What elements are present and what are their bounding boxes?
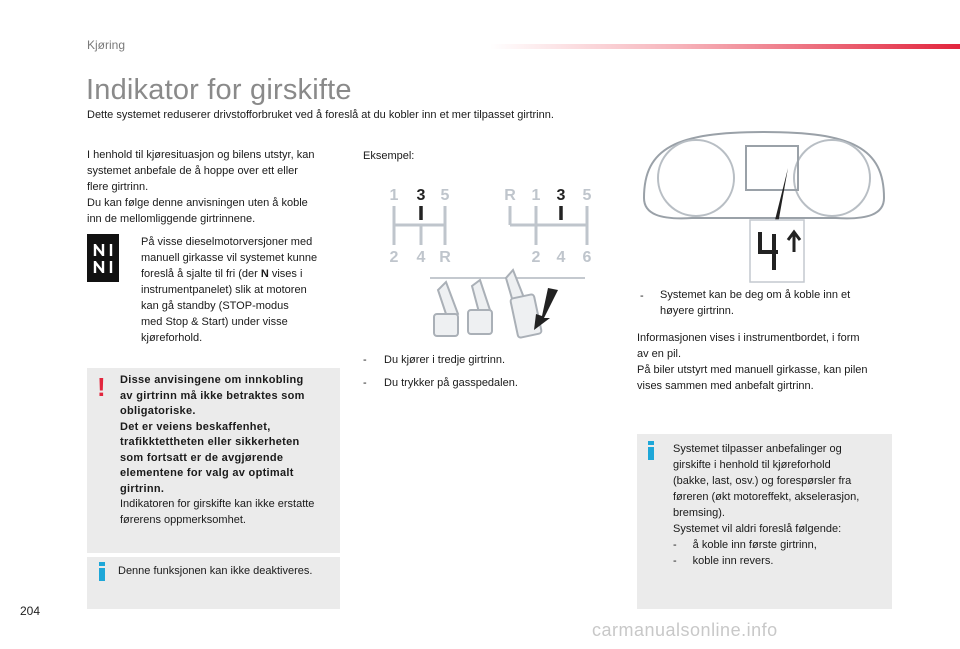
right-paragraph: Informasjonen vises i instrumentbordet, i form av en pil. På biler utstyrt med manuell girkasse, kan pilen vises sammen med anbefalt girtrinn. [637,332,868,392]
warning-text: Disse anvisingene om innkobling av girtrinn må ikke betraktes som obligatoriske. Det er veiens beskaffenhet, trafikktettheten eller sikkerheten som fortsatt er de avgjørende elementene for valg av optimalt girtrinn. Indikatoren for girskifte kan ikke erstatte førerens oppmerksomhet. [120,374,315,526]
gear-label: R [504,187,516,204]
gear-label: R [439,249,451,266]
diesel-line: kan gå standby (STOP-modus [141,300,289,312]
col1-line: I henhold til kjøresituasjon og bilens utstyr, kan [87,149,315,161]
gear-label: 5 [582,187,592,204]
watermark: carmanualsonline.info [592,620,778,640]
gear-label: 4 [416,249,426,266]
example-label: Eksempel: [363,150,415,162]
info-icon [648,441,656,460]
diesel-line: På visse dieselmotorversjoner med [141,236,313,248]
diesel-paragraph [141,234,346,346]
gear-label: 1 [389,187,399,204]
gear-label: 4 [556,249,566,266]
warning-icon: ! [97,372,106,402]
diesel-line: instrumentpanelet) slik at motoren [141,284,307,296]
right-item: - [640,290,644,302]
gear-shift-illustration [380,178,610,348]
info-text: Systemet tilpasser anbefalinger og girskifte i henhold til kjøreforhold (bakke, last, osv.) og forespørsler fra føreren (økt motoreffekt, akselerasjon, bremsing). Systemet vil aldri foreslå følgende: - å koble inn første girtrinn, - koble inn revers. [673,443,860,567]
instrument-cluster-illustration [636,128,892,293]
diesel-line: foreslå å sjalte til fri (der N vises i [141,268,303,280]
right-item-text: Systemet kan be deg om å koble inn et høyere girtrinn. [660,289,851,317]
diesel-line: kjøreforhold. [141,332,203,344]
col1-line: flere girtrinn. [87,181,149,193]
example-item-text: Du trykker på gasspedalen. [384,377,518,389]
intro-text: Dette systemet reduserer drivstofforbruket ved å foreslå at du kobler inn et mer tilpasset girtrinn. [87,109,554,121]
diesel-line: med Stop & Start) under visse [141,316,288,328]
gear-label: 2 [531,249,541,266]
gear-label: 1 [531,187,541,204]
gear-label: 3 [416,187,426,204]
header-rule [490,44,960,49]
col1-line: Du kan følge denne anvisningen uten å koble [87,197,308,209]
info-icon [99,562,107,581]
example-item: - [363,377,367,389]
info-text: Denne funksjonen kan ikke deaktiveres. [118,565,313,577]
example-item: - [363,354,367,366]
page-number: 204 [20,604,41,618]
gear-label: 6 [582,249,592,266]
gear-label: 3 [556,187,566,204]
gear-label: 2 [389,249,399,266]
section-label: Kjøring [87,38,126,52]
col1-paragraph [87,147,347,227]
col1-line: inn de mellomliggende girtrinnene. [87,213,256,225]
gear-label: 5 [440,187,450,204]
example-item-text: Du kjører i tredje girtrinn. [384,354,506,366]
neutral-icon [87,234,119,282]
diesel-line: manuell girkasse vil systemet kunne [141,252,318,264]
col1-line: systemet anbefale de å hoppe over ett eller [87,165,298,177]
page-title: Indikator for girskifte [86,74,352,106]
